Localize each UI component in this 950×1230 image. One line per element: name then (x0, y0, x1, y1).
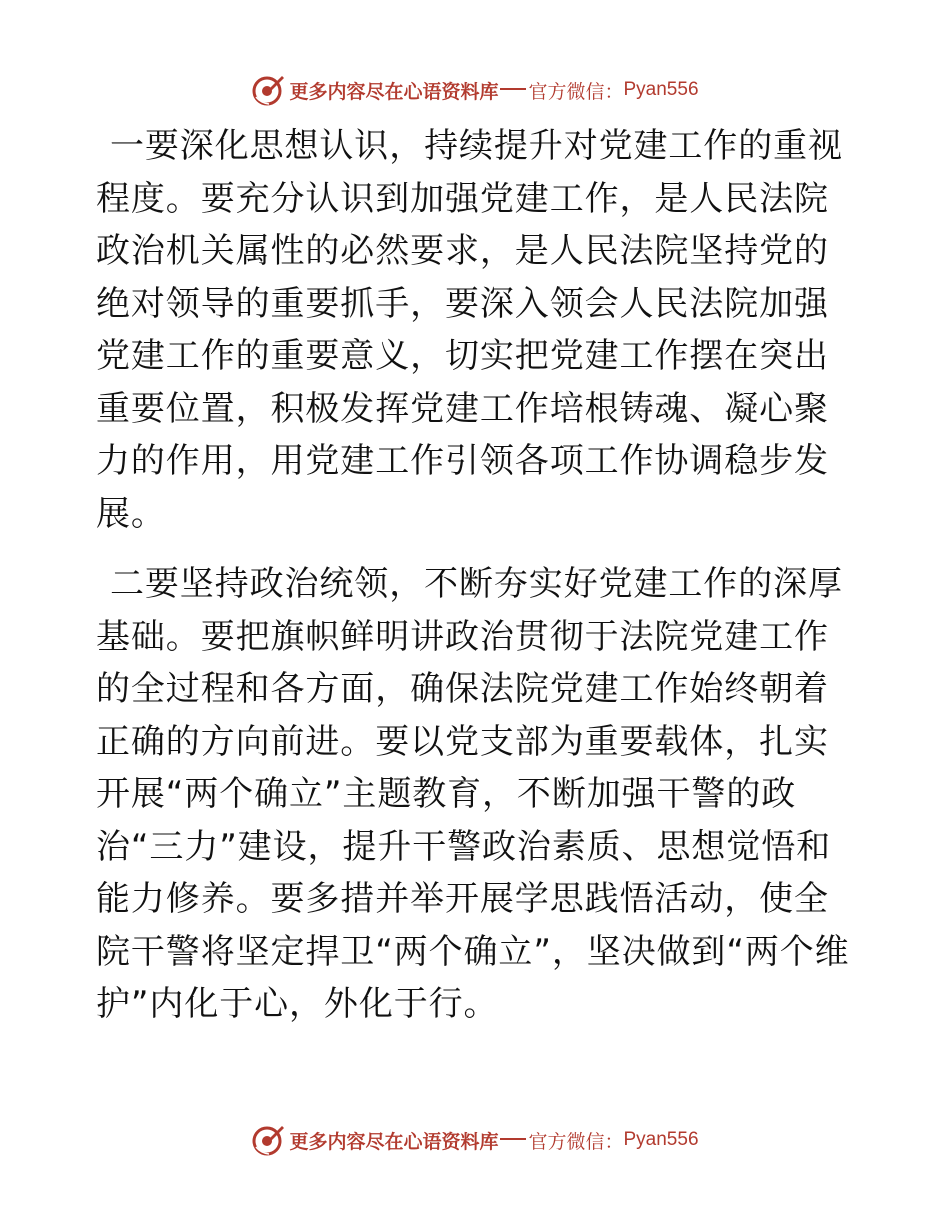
watermark-main-text: 更多内容尽在心语资料库 (289, 80, 499, 103)
watermark-id-text: Pyan556 (623, 1129, 699, 1150)
watermark-main-text: 更多内容尽在心语资料库 (289, 1130, 499, 1153)
paragraph-1-text: 一要深化思想认识，持续提升对党建工作的重视程度。要充分认识到加强党建工作，是人民法院政治机关属性的必然要求，是人民法院坚持党的绝对领导的重要抓手，要深入领会人民法院加强党建工作的重要意义，切实把党建工作摆在突出重要位置，积极发挥党建工作培根铸魂、凝心聚力的作用，用党建工作引领各项工作协调稳步发展。 (96, 126, 843, 534)
watermark-id-text: Pyan556 (623, 79, 699, 100)
pen-nib-circle-icon (251, 73, 285, 107)
footer-watermark (0, 1120, 950, 1160)
watermark-dash (500, 1138, 526, 1140)
document-body (96, 120, 856, 1031)
header-watermark (0, 70, 950, 110)
watermark-sub-text: 官方微信： (528, 1130, 624, 1153)
paragraph-1 (96, 120, 856, 540)
paragraph-2 (96, 558, 856, 1031)
watermark-dash (500, 88, 526, 90)
pen-nib-circle-icon (251, 1123, 285, 1157)
watermark-sub-text: 官方微信： (528, 80, 624, 103)
paragraph-2-text: 二要坚持政治统领，不断夯实好党建工作的深厚基础。要把旗帜鲜明讲政治贯彻于法院党建工作的全过程和各方面，确保法院党建工作始终朝着正确的方向前进。要以党支部为重要载体，扎实开展“两个确立”主题教育，不断加强干警的政治“三力”建设，提升干警政治素质、思想觉悟和能力修养。要多措并举开展学思践悟活动，使全院干警将坚定捍卫“两个确立”，坚决做到“两个维护”内化于心，外化于行。 (96, 564, 850, 1024)
